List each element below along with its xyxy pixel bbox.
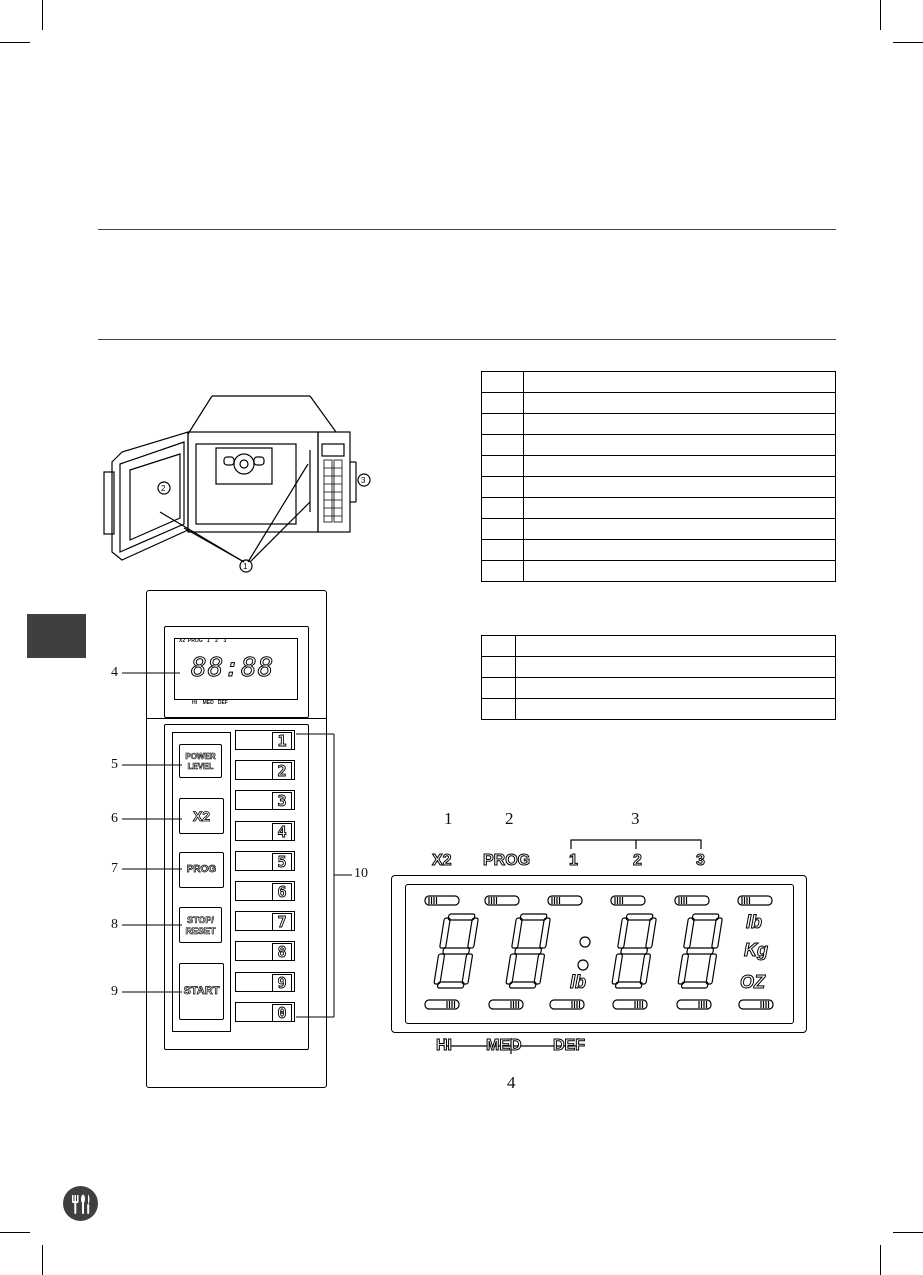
table-cell-number (482, 372, 524, 393)
display-table (481, 635, 836, 720)
segment (434, 954, 445, 984)
number-key-9[interactable]: 9 (235, 972, 295, 992)
start-button[interactable]: START (179, 963, 224, 1020)
table-cell-number (482, 393, 524, 414)
indicator-bar-top (738, 896, 772, 905)
indicator-bar-top (548, 896, 582, 905)
table-row (482, 561, 836, 582)
callout-5: 5 (111, 757, 118, 772)
segment (534, 954, 545, 984)
crop-mark (42, 0, 43, 30)
panel-callout-lines (100, 660, 380, 1040)
oven-callout-1: 1 (243, 562, 248, 571)
label-1: 1 (569, 852, 578, 869)
table-cell-number (482, 519, 524, 540)
number-key-1[interactable]: 1 (235, 730, 295, 750)
label-def: DEF (553, 1037, 585, 1054)
segment (448, 914, 475, 920)
table-row (482, 477, 836, 498)
table-row (482, 636, 836, 657)
table-cell-description (524, 498, 836, 519)
colon-unit-lb: lb (570, 972, 586, 992)
segment (506, 954, 517, 984)
indicator-bar-top (425, 896, 459, 905)
callout-9: 9 (111, 984, 118, 999)
table-row (482, 519, 836, 540)
callout-10: 10 (354, 866, 368, 881)
segment (612, 954, 623, 984)
table-cell-number (482, 657, 516, 678)
table-cell-number (482, 561, 524, 582)
display-segments (405, 884, 794, 1024)
seven-segment-digit (505, 914, 551, 988)
label-3: 3 (696, 852, 705, 869)
crop-mark (893, 42, 923, 43)
table-cell-description (516, 636, 836, 657)
callout-6: 6 (111, 811, 118, 826)
colon-dot-bottom (578, 960, 588, 970)
seven-segment-digit (611, 914, 657, 988)
divider-top (98, 229, 836, 230)
indicator-bar-bottom (425, 1000, 459, 1009)
segment (520, 914, 547, 920)
stop-reset-button[interactable]: STOP/ RESET (179, 907, 222, 943)
segment (646, 918, 657, 948)
table-row (482, 699, 836, 720)
table-cell-description (516, 678, 836, 699)
segment (621, 948, 648, 954)
segment (640, 954, 651, 984)
display-callout-4: 4 (507, 1073, 516, 1092)
segment (692, 914, 719, 920)
table-cell-number (482, 636, 516, 657)
segment (509, 982, 536, 988)
number-key-8[interactable]: 8 (235, 941, 295, 961)
table-cell-number (482, 540, 524, 561)
table-row (482, 540, 836, 561)
table-cell-number (482, 699, 516, 720)
unit-lb: lb (746, 912, 762, 932)
table-row (482, 435, 836, 456)
crop-mark (880, 0, 881, 30)
segment (468, 918, 479, 948)
number-key-2[interactable]: 2 (235, 760, 295, 780)
crop-mark (0, 42, 30, 43)
divider-bottom (98, 339, 836, 340)
table-cell-number (482, 414, 524, 435)
mini-2: 2 (215, 638, 218, 644)
segment (626, 914, 653, 920)
crop-mark (880, 1245, 881, 1275)
cutlery-icon (63, 1186, 98, 1221)
colon-dot-top (580, 937, 590, 947)
callout-7: 7 (111, 861, 118, 876)
indicator-bar-top (675, 896, 709, 905)
table-row (482, 393, 836, 414)
table-cell-description (524, 414, 836, 435)
crop-mark (0, 1232, 30, 1233)
mini-1: 1 (206, 638, 210, 644)
table-cell-description (524, 561, 836, 582)
table-cell-number (482, 435, 524, 456)
label-x2: X2 (432, 852, 452, 869)
table-cell-description (524, 372, 836, 393)
mini-hi: HI (192, 700, 197, 706)
label-hi: HI (436, 1037, 452, 1054)
segment (678, 954, 689, 984)
unit-kg: Kg (744, 940, 768, 960)
display-top-labels (432, 852, 732, 874)
table-row (482, 372, 836, 393)
label-2: 2 (633, 852, 642, 869)
display-callout-1: 1 (444, 809, 453, 828)
seven-segment-digit (677, 914, 723, 988)
oven-illustration (100, 392, 380, 578)
display-callout-2: 2 (505, 809, 514, 828)
table-row (482, 678, 836, 699)
number-key-0[interactable]: 0 (235, 1002, 295, 1022)
power-level-button[interactable]: POWER LEVEL (179, 744, 222, 778)
x2-button[interactable]: X2 (179, 798, 224, 834)
segment (437, 982, 464, 988)
table-row (482, 456, 836, 477)
mini-prog: PROG (187, 638, 203, 644)
segment (687, 948, 714, 954)
segment (618, 918, 629, 948)
number-key-4[interactable]: 4 (235, 821, 295, 841)
callout-8: 8 (111, 917, 118, 932)
number-key-3[interactable]: 3 (235, 790, 295, 810)
segment (512, 918, 523, 948)
label-prog: PROG (483, 852, 531, 869)
table-cell-description (524, 456, 836, 477)
crop-mark (42, 1245, 43, 1275)
table-row (482, 414, 836, 435)
mini-digits: 88:88 (191, 653, 275, 683)
prog-button[interactable]: PROG (179, 852, 224, 888)
table-cell-description (524, 540, 836, 561)
segment (684, 918, 695, 948)
mini-x2: X2 (179, 638, 186, 644)
segment (515, 948, 542, 954)
callout-4: 4 (111, 665, 118, 680)
segment (443, 948, 470, 954)
table-row (482, 498, 836, 519)
table-row (482, 657, 836, 678)
segment (712, 918, 723, 948)
table-cell-description (516, 657, 836, 678)
display-bottom-labels (436, 1037, 636, 1059)
mini-def: DEF (217, 700, 228, 706)
segment (462, 954, 473, 984)
table-cell-number (482, 498, 524, 519)
segment (706, 954, 717, 984)
table-cell-description (524, 435, 836, 456)
oven-callout-3: 3 (361, 476, 366, 485)
table-cell-number (482, 456, 524, 477)
table-cell-number (482, 477, 524, 498)
number-key-5[interactable]: 5 (235, 851, 295, 871)
segment (681, 982, 708, 988)
label-med: MED (486, 1037, 522, 1054)
seven-segment-digit (433, 914, 479, 988)
oven-callout-2: 2 (161, 484, 166, 493)
mini-3: 3 (223, 638, 227, 644)
table-cell-description (516, 699, 836, 720)
table-cell-description (524, 477, 836, 498)
table-cell-description (524, 519, 836, 540)
parts-table (481, 371, 836, 582)
display-callout-3: 3 (631, 809, 640, 828)
number-key-7[interactable]: 7 (235, 911, 295, 931)
mini-med: MED (202, 700, 214, 706)
section-tab (27, 614, 86, 658)
crop-mark (893, 1232, 923, 1233)
segment (440, 918, 451, 948)
table-cell-number (482, 678, 516, 699)
segment (615, 982, 642, 988)
indicator-bar-top (485, 896, 519, 905)
unit-oz: OZ (740, 972, 765, 992)
number-key-6[interactable]: 6 (235, 881, 295, 901)
indicator-bar-top (611, 896, 645, 905)
segment (540, 918, 551, 948)
table-cell-description (524, 393, 836, 414)
